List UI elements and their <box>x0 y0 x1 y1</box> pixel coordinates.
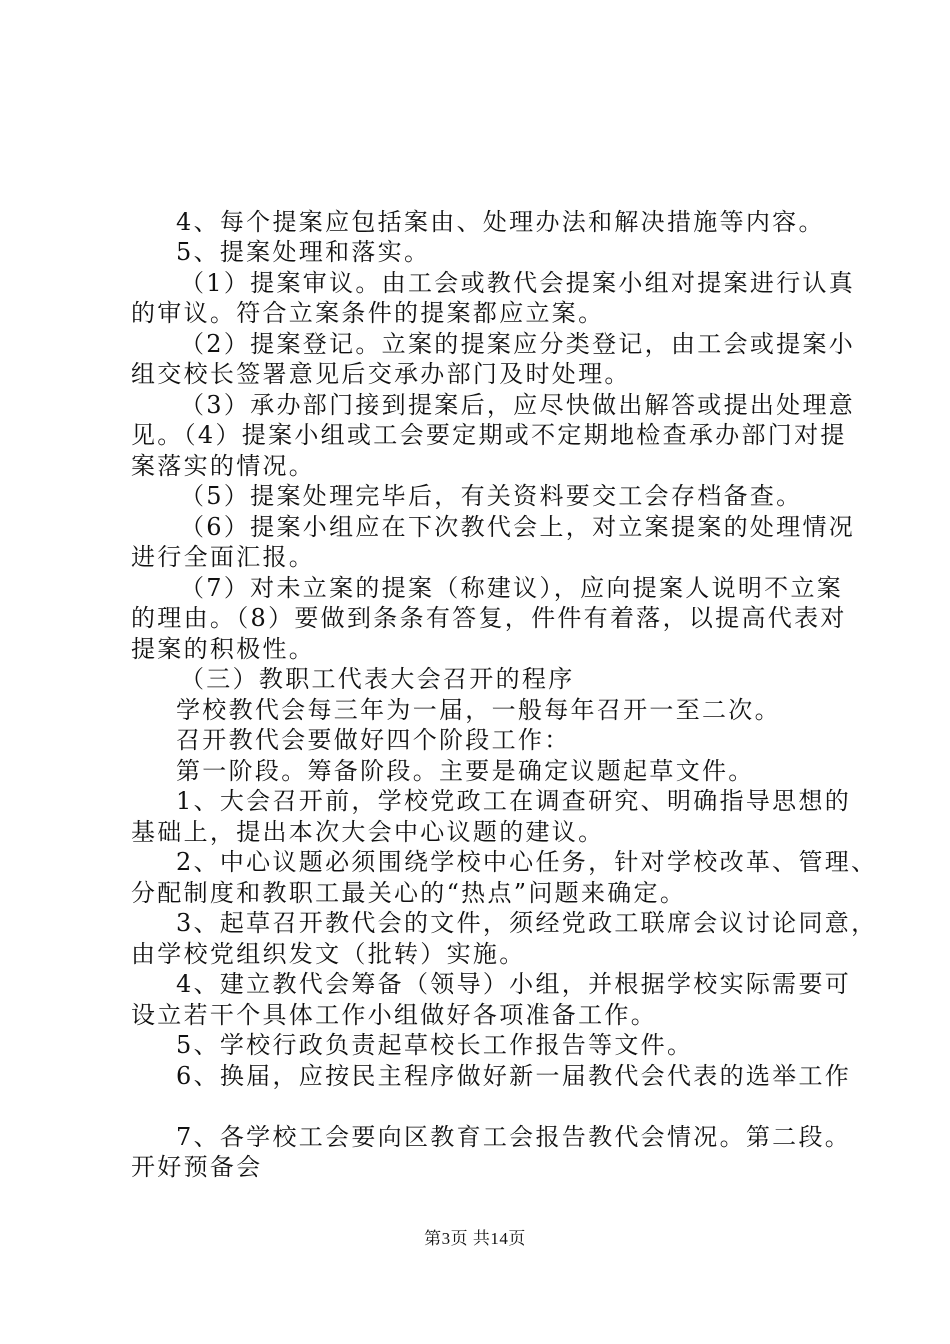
text-line: 第一阶段。筹备阶段。主要是确定议题起草文件。 <box>176 757 755 785</box>
text-line: 4、建立教代会筹备（领导）小组，并根据学校实际需要可 <box>176 970 852 998</box>
text-line: 的审议。符合立案条件的提案都应立案。 <box>131 299 605 327</box>
text-line: （3）承办部门接到提案后，应尽快做出解答或提出处理意 <box>180 391 856 419</box>
text-line: 6、换届，应按民主程序做好新一届教代会代表的选举工作 <box>176 1062 852 1090</box>
text-line: 3、起草召开教代会的文件，须经党政工联席会议讨论同意， <box>176 909 878 937</box>
text-line: 5、提案处理和落实。 <box>176 238 431 266</box>
text-line: 见。（4）提案小组或工会要定期或不定期地检查承办部门对提 <box>131 421 847 449</box>
text-line: 案落实的情况。 <box>131 452 316 480</box>
text-line: 进行全面汇报。 <box>131 543 316 571</box>
text-line: 基础上，提出本次大会中心议题的建议。 <box>131 818 605 846</box>
text-line: 的理由。（8）要做到条条有答复，件件有着落，以提高代表对 <box>131 604 847 632</box>
text-line: 由学校党组织发文（批转）实施。 <box>131 940 526 968</box>
text-line: 2、中心议题必须围绕学校中心任务，针对学校改革、管理、 <box>176 848 878 876</box>
text-line: 学校教代会每三年为一届，一般每年召开一至二次。 <box>176 696 781 724</box>
text-line: 召开教代会要做好四个阶段工作： <box>176 726 571 754</box>
text-line: （三）教职工代表大会召开的程序 <box>180 665 575 693</box>
text-line: 提案的积极性。 <box>131 635 316 663</box>
text-line: （5）提案处理完毕后，有关资料要交工会存档备查。 <box>180 482 803 510</box>
text-line: （7）对未立案的提案（称建议），应向提案人说明不立案 <box>180 574 844 602</box>
text-line: 5、学校行政负责起草校长工作报告等文件。 <box>176 1031 694 1059</box>
text-line: 1、大会召开前，学校党政工在调查研究、明确指导思想的 <box>176 787 852 815</box>
text-line: 4、每个提案应包括案由、处理办法和解决措施等内容。 <box>176 208 825 236</box>
text-line: 开好预备会 <box>131 1153 263 1181</box>
text-line: 7、各学校工会要向区教育工会报告教代会情况。第二段。 <box>176 1123 852 1151</box>
text-line: 设立若干个具体工作小组做好各项准备工作。 <box>131 1001 657 1029</box>
page-footer: 第3页 共14页 <box>424 1229 526 1248</box>
text-line: 分配制度和教职工最关心的“热点”问题来确定。 <box>131 879 687 907</box>
text-line: （1）提案审议。由工会或教代会提案小组对提案进行认真 <box>180 269 856 297</box>
text-line: 组交校长签署意见后交承办部门及时处理。 <box>131 360 631 388</box>
text-line: （6）提案小组应在下次教代会上，对立案提案的处理情况 <box>180 513 856 541</box>
text-line: （2）提案登记。立案的提案应分类登记，由工会或提案小 <box>180 330 856 358</box>
